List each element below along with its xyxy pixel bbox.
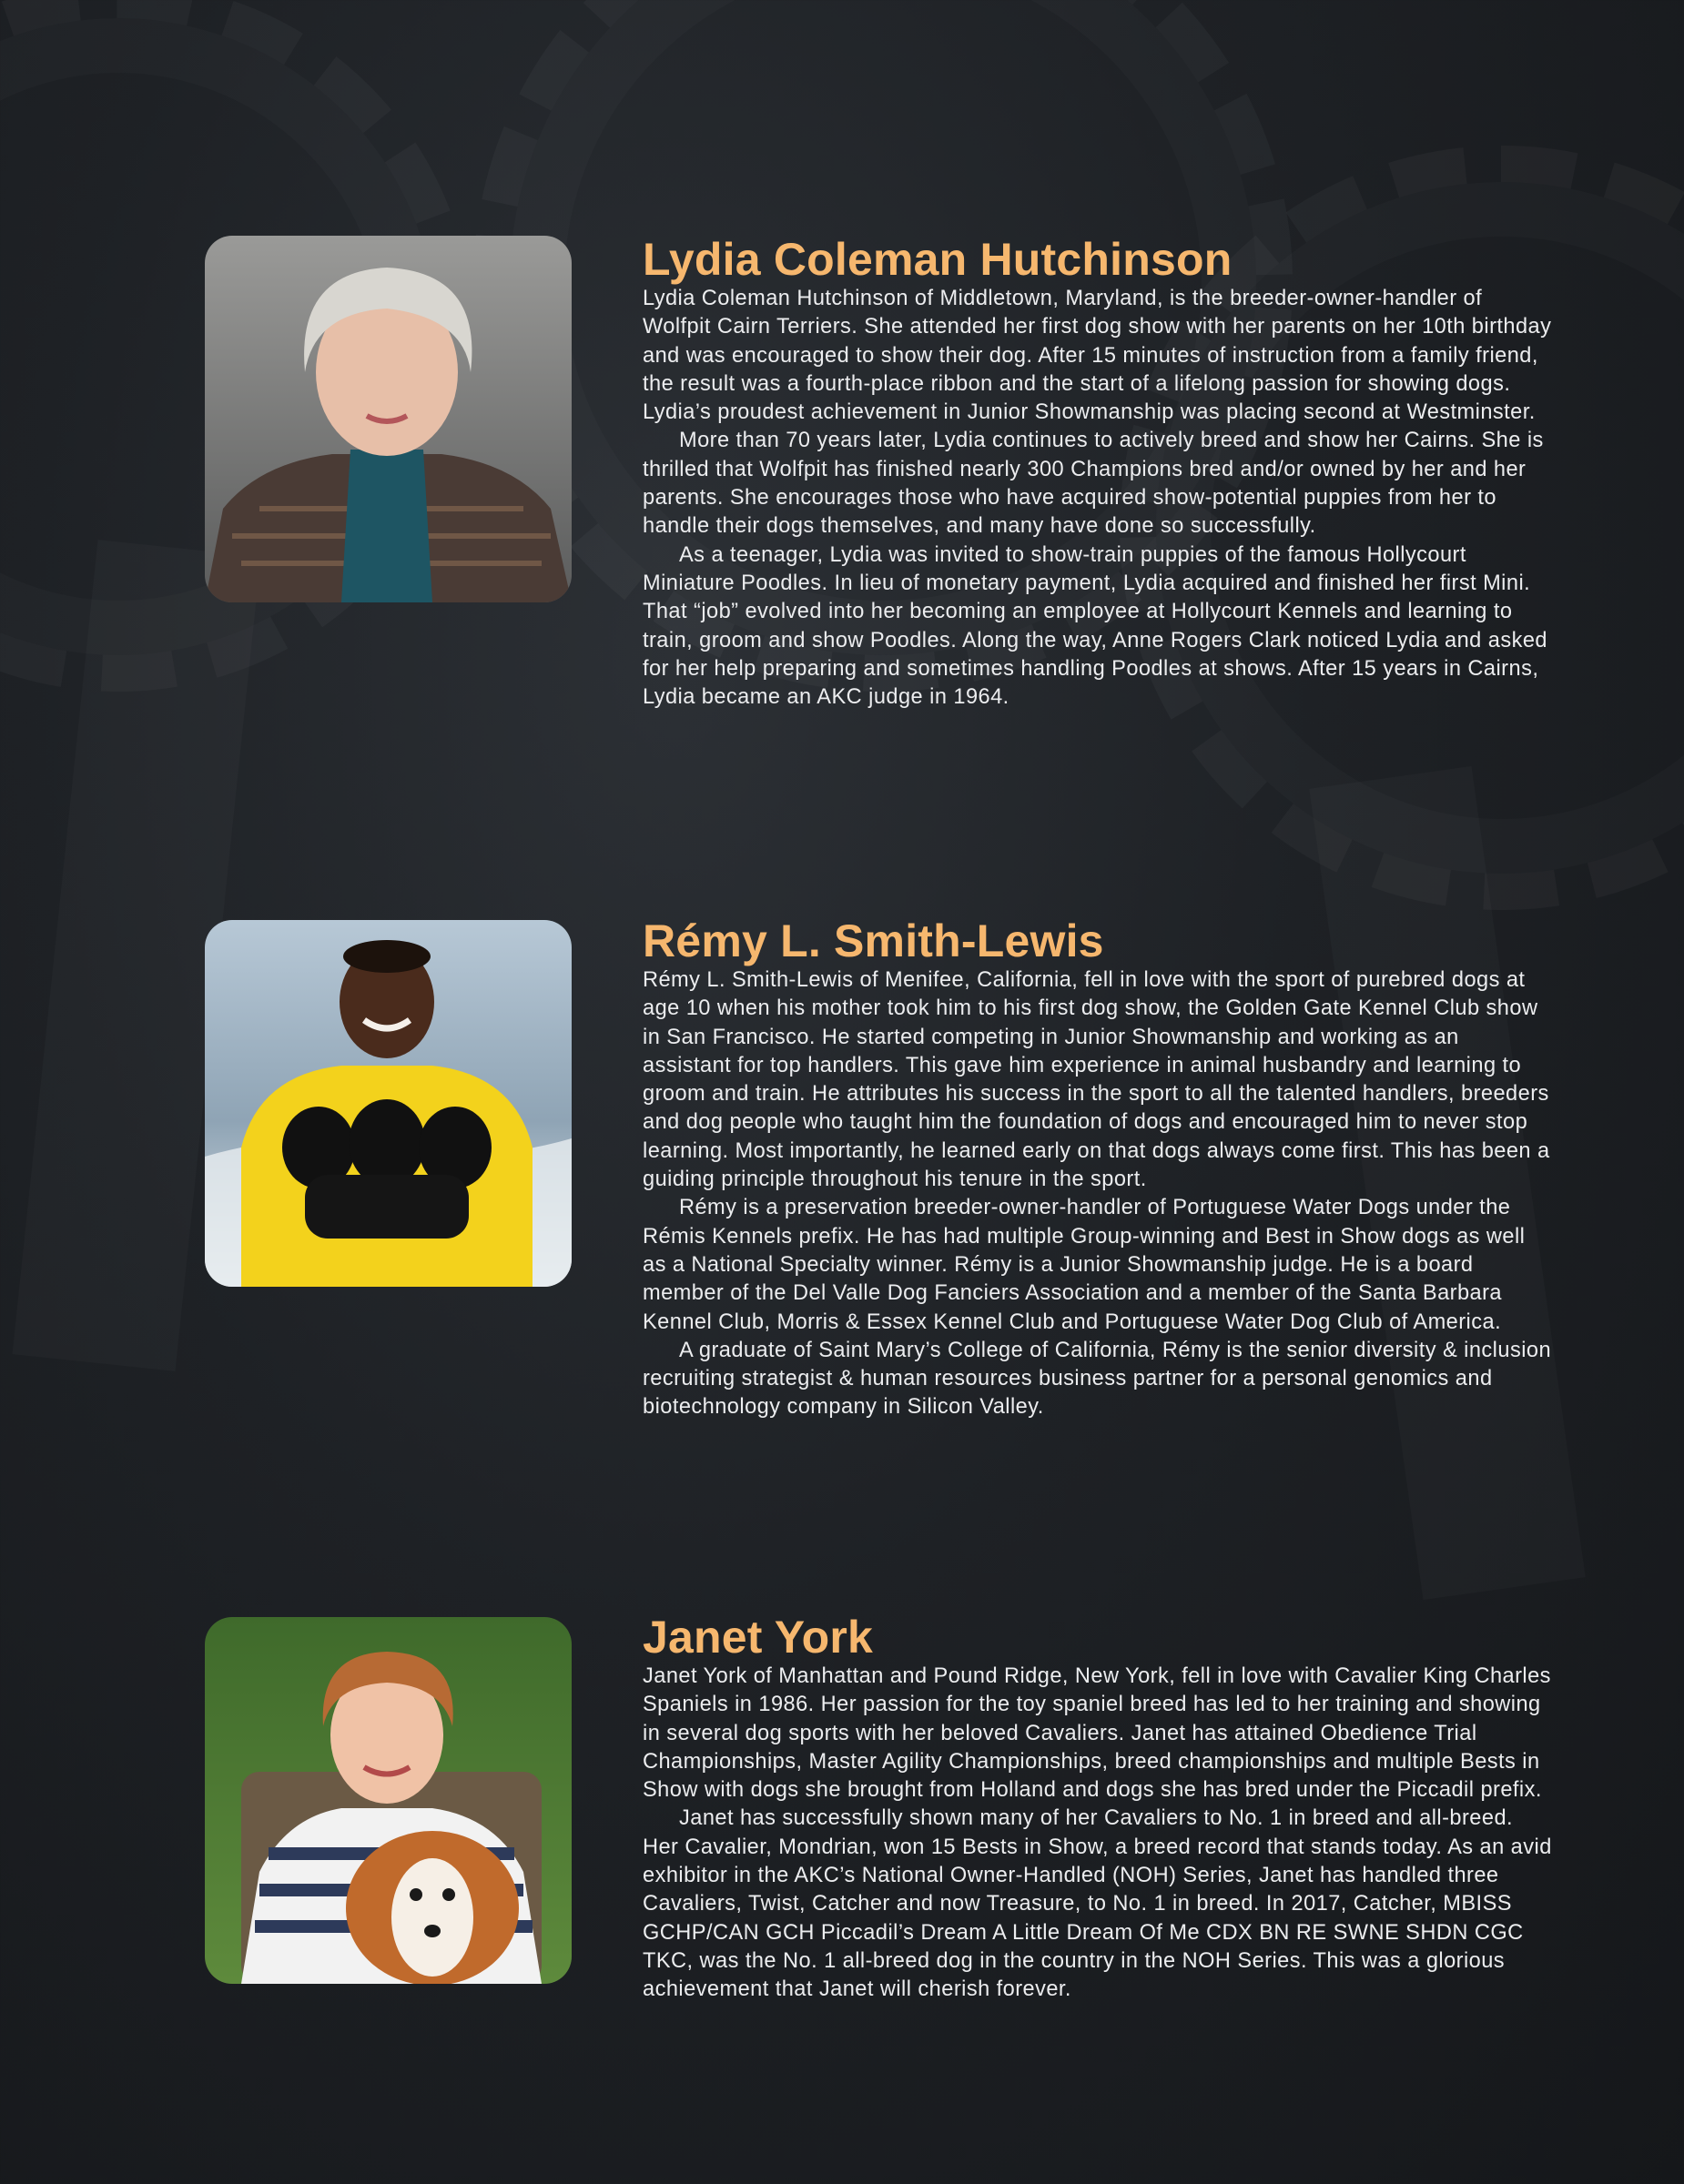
bio-paragraph: A graduate of Saint Mary’s College of California, Rémy is the senior diversity & inclusion recruiting strategist & human resources business partner for a personal genomics and biotechnology company in Silicon Valley. [643, 1338, 1552, 1420]
bio-paragraph: As a teenager, Lydia was invited to show-train puppies of the famous Hollycourt Miniature Poodles. In lieu of monetary payment, Lydia acquired and finished her first Mini. That “job” evolved into her becoming an employee at Hollycourt Kennels and learning to train, groom and show Poodles. Along the way, Anne Rogers Clark noticed Lydia and asked for her help preparing and sometimes handling Poodles at shows. After 15 years in Cairns, Lydia became an AKC judge in 1964. [643, 542, 1547, 710]
person-name: Rémy L. Smith-Lewis [643, 915, 1104, 966]
lydia-portrait-photo [205, 236, 572, 602]
bio-paragraph: Janet York of Manhattan and Pound Ridge, New York, fell in love with Cavalier King Charles Spaniels in 1986. Her passion for the toy spaniel breed has led to her training and showing in several dog sports with her beloved Cavaliers. Janet has attained Obedience Trial Championships, Master Agility Championships, breed championships and multiple Bests in Show with dogs she brought from Holland and dogs she has bred under the Piccadil prefix. [643, 1664, 1551, 1803]
bio-paragraph: More than 70 years later, Lydia continues to actively breed and show her Cairns. She is thrilled that Wolfpit has finished nearly 300 Champions bred and/or owned by her and her parents. She encourages those who have acquired show-potential puppies from her to handle their dogs themselves, and many have done so successfully. [643, 429, 1544, 539]
person-name: Janet York [643, 1612, 874, 1663]
remy-portrait-photo [205, 920, 572, 1287]
person-name: Lydia Coleman Hutchinson [643, 234, 1233, 285]
bio-paragraph: Janet has successfully shown many of her Cavaliers to No. 1 in breed and all-breed. Her Cavalier, Mondrian, won 15 Bests in Show, a breed record that stands today. As an avid exhibitor in the AKC’s National Owner-Handled (NOH) Series, Janet has handled three Cavaliers, Twist, Catcher and now Treasure, to No. 1 in breed. In 2017, Catcher, MBISS GCHP/CAN GCH Piccadil’s Dream A Little Dream Of Me CDX BN RE SWNE SHDN CGC TKC, was the No. 1 all-breed dog in the country in the NOH Series. This was a glorious achievement that Janet will cherish forever. [643, 1806, 1552, 2002]
bio-paragraph: Rémy is a preservation breeder-owner-handler of Portuguese Water Dogs under the Rémis Kennels prefix. He has had multiple Group-winning and Best in Show dogs as well as a National Specialty winner. Rémy is a Junior Showmanship judge. He is a board member of the Del Valle Dog Fanciers Association and a member of the Santa Barbara Kennel Club, Morris & Essex Kennel Club and Portuguese Water Dog Club of America. [643, 1196, 1526, 1334]
bio-paragraph: Lydia Coleman Hutchinson of Middletown, Maryland, is the breeder-owner-handler of Wolfpit Cairn Terriers. She attended her first dog show with her parents on her 10th birthday and was encouraged to show their dog. After 15 minutes of instruction from a family friend, the result was a fourth-place ribbon and the start of a lifelong passion for showing dogs. Lydia’s proudest achievement in Junior Showmanship was placing second at Westminster. [643, 287, 1552, 425]
bio-paragraph: Rémy L. Smith-Lewis of Menifee, California, fell in love with the sport of purebred dogs at age 10 when his mother took him to his first dog show, the Golden Gate Kennel Club show in San Francisco. He started competing in Junior Showmanship and working as an assistant for top handlers. This gave him experience in animal husbandry and learning to groom and train. He attributes his success in the sport to all the talented handlers, breeders and dog people who taught him the foundation of dogs and encouraged him to never stop learning. Most importantly, he learned early on that dogs always come first. This has been a guiding principle throughout his tenure in the sport. [643, 968, 1550, 1192]
janet-portrait-photo [205, 1617, 572, 1984]
